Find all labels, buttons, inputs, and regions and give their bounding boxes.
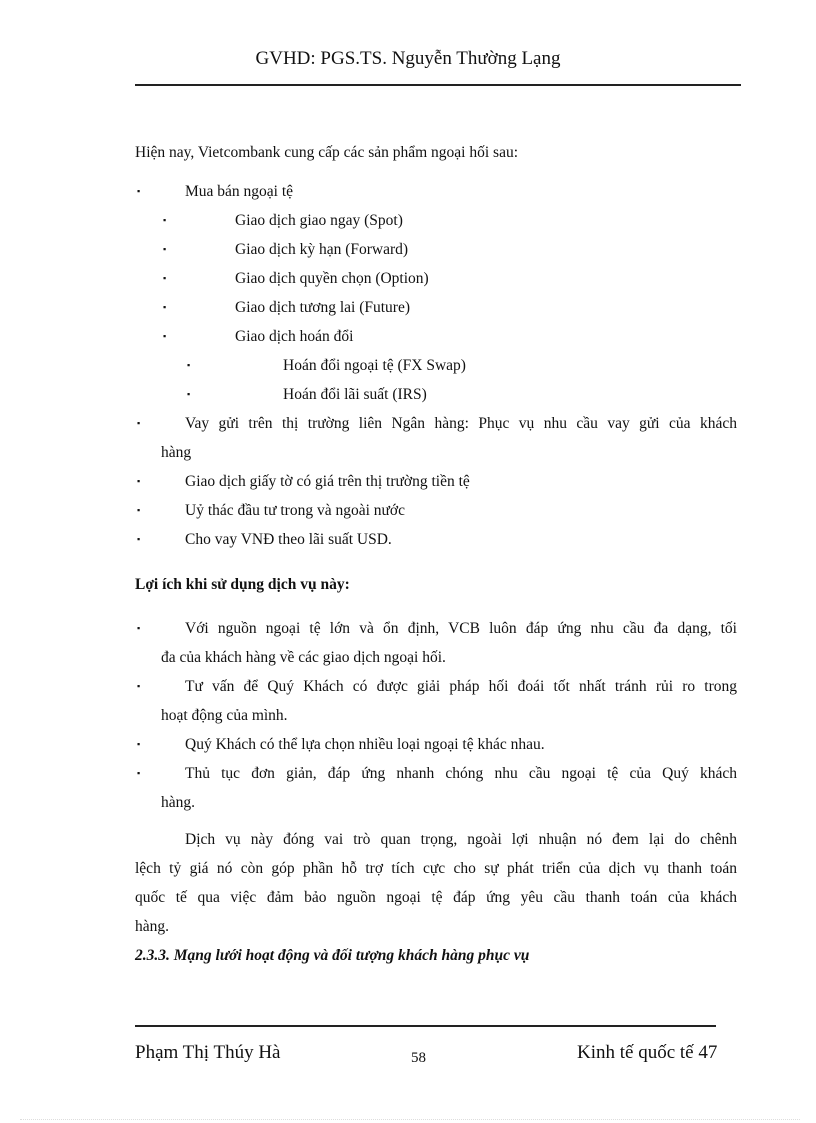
list-item-text: Quý Khách có thể lựa chọn nhiều loại ngoại tệ khác nhau. <box>185 736 545 753</box>
list-item-continuation: đa của khách hàng về các giao dịch ngoại hối. <box>161 649 446 666</box>
bullet-icon: ▪ <box>137 681 141 691</box>
list-item <box>135 293 737 322</box>
list-item-text: Giao dịch giấy tờ có giá trên thị trường tiền tệ <box>185 473 470 490</box>
footer-author: Phạm Thị Thúy Hà <box>135 1042 281 1063</box>
list-item-text: Uỷ thác đầu tư trong và ngoài nước <box>185 502 405 519</box>
benefits-heading-text: Lợi ích khi sử dụng dịch vụ này: <box>135 576 350 593</box>
list-item-text: Hoán đổi lãi suất (IRS) <box>283 386 427 403</box>
bullet-icon: ▪ <box>163 244 167 254</box>
bullet-icon: ▪ <box>163 215 167 225</box>
list-item <box>135 409 737 467</box>
page-edge-dotted-line <box>20 1119 800 1120</box>
list-item-text: Tư vấn để Quý Khách có được giải pháp hối đoái tốt nhất tránh rủi ro trong <box>185 678 737 695</box>
list-item <box>135 351 737 380</box>
footer-rule <box>135 1025 716 1027</box>
list-item <box>135 235 737 264</box>
list-item-text: Giao dịch tương lai (Future) <box>235 299 411 316</box>
list-item-text: Hoán đổi ngoại tệ (FX Swap) <box>283 357 466 374</box>
list-item-text: Giao dịch quyền chọn (Option) <box>235 270 429 287</box>
bullet-icon: ▪ <box>137 505 141 515</box>
section-heading <box>135 941 737 970</box>
list-item-text: Thủ tục đơn giản, đáp ứng nhanh chóng nhu cầu ngoại tệ của Quý khách <box>185 765 737 782</box>
list-item-text: Giao dịch giao ngay (Spot) <box>235 212 403 229</box>
document-body <box>135 138 737 970</box>
bullet-icon: ▪ <box>163 302 167 312</box>
list-item-text: Mua bán ngoại tệ <box>185 183 294 200</box>
intro-text: Hiện nay, Vietcombank cung cấp các sản phẩm ngoại hối sau: <box>135 144 519 161</box>
list-item <box>135 206 737 235</box>
list-item <box>135 730 737 759</box>
header-rule <box>135 84 741 86</box>
bullet-icon: ▪ <box>137 534 141 544</box>
list-item <box>135 264 737 293</box>
list-item-continuation: hàng <box>161 444 192 461</box>
bullet-icon: ▪ <box>137 768 141 778</box>
list-item <box>135 759 737 817</box>
bullet-icon: ▪ <box>137 186 141 196</box>
bullet-icon: ▪ <box>137 739 141 749</box>
list-item <box>135 322 737 351</box>
paragraph-line: Dịch vụ này đóng vai trò quan trọng, ngoài lợi nhuận nó đem lại do chênh <box>185 831 737 848</box>
bullet-icon: ▪ <box>137 623 141 633</box>
bullet-icon: ▪ <box>163 273 167 283</box>
bullet-icon: ▪ <box>137 476 141 486</box>
list-item <box>135 672 737 730</box>
list-item <box>135 525 737 554</box>
benefits-heading <box>135 570 737 599</box>
intro-paragraph <box>135 138 737 167</box>
page-number: 58 <box>411 1050 426 1066</box>
section-heading-text: 2.3.3. Mạng lưới hoạt động và đối tượng khách hàng phục vụ <box>135 947 530 964</box>
bullet-icon: ▪ <box>163 331 167 341</box>
list-item <box>135 467 737 496</box>
list-item <box>135 614 737 672</box>
body-paragraph <box>135 825 737 941</box>
bullet-icon: ▪ <box>187 389 191 399</box>
paragraph-line: lệch tỷ giá nó còn góp phần hỗ trợ tích cực cho sự phát triển của dịch vụ thanh toán <box>135 860 737 877</box>
list-item <box>135 380 737 409</box>
bullet-icon: ▪ <box>137 418 141 428</box>
list-item-text: Vay gửi trên thị trường liên Ngân hàng: Phục vụ nhu cầu vay gửi của khách <box>185 415 737 432</box>
list-item-continuation: hoạt động của mình. <box>161 707 288 724</box>
list-item-text: Giao dịch hoán đổi <box>235 328 354 345</box>
list-item-text: Cho vay VNĐ theo lãi suất USD. <box>185 531 392 548</box>
bullet-icon: ▪ <box>187 360 191 370</box>
list-item-text: Giao dịch kỳ hạn (Forward) <box>235 241 409 258</box>
page-header-title: GVHD: PGS.TS. Nguyễn Thường Lạng <box>255 48 561 69</box>
paragraph-line: hàng. <box>135 918 170 935</box>
paragraph-line: quốc tế qua việc đảm bảo nguồn ngoại tệ đáp ứng yêu cầu thanh toán của khách <box>135 889 737 906</box>
list-item <box>135 496 737 525</box>
list-item-continuation: hàng. <box>161 794 196 811</box>
list-item-text: Với nguồn ngoại tệ lớn và ổn định, VCB luôn đáp ứng nhu cầu đa dạng, tối <box>185 620 737 637</box>
list-item <box>135 177 737 206</box>
footer-class-name: Kinh tế quốc tế 47 <box>577 1042 718 1063</box>
